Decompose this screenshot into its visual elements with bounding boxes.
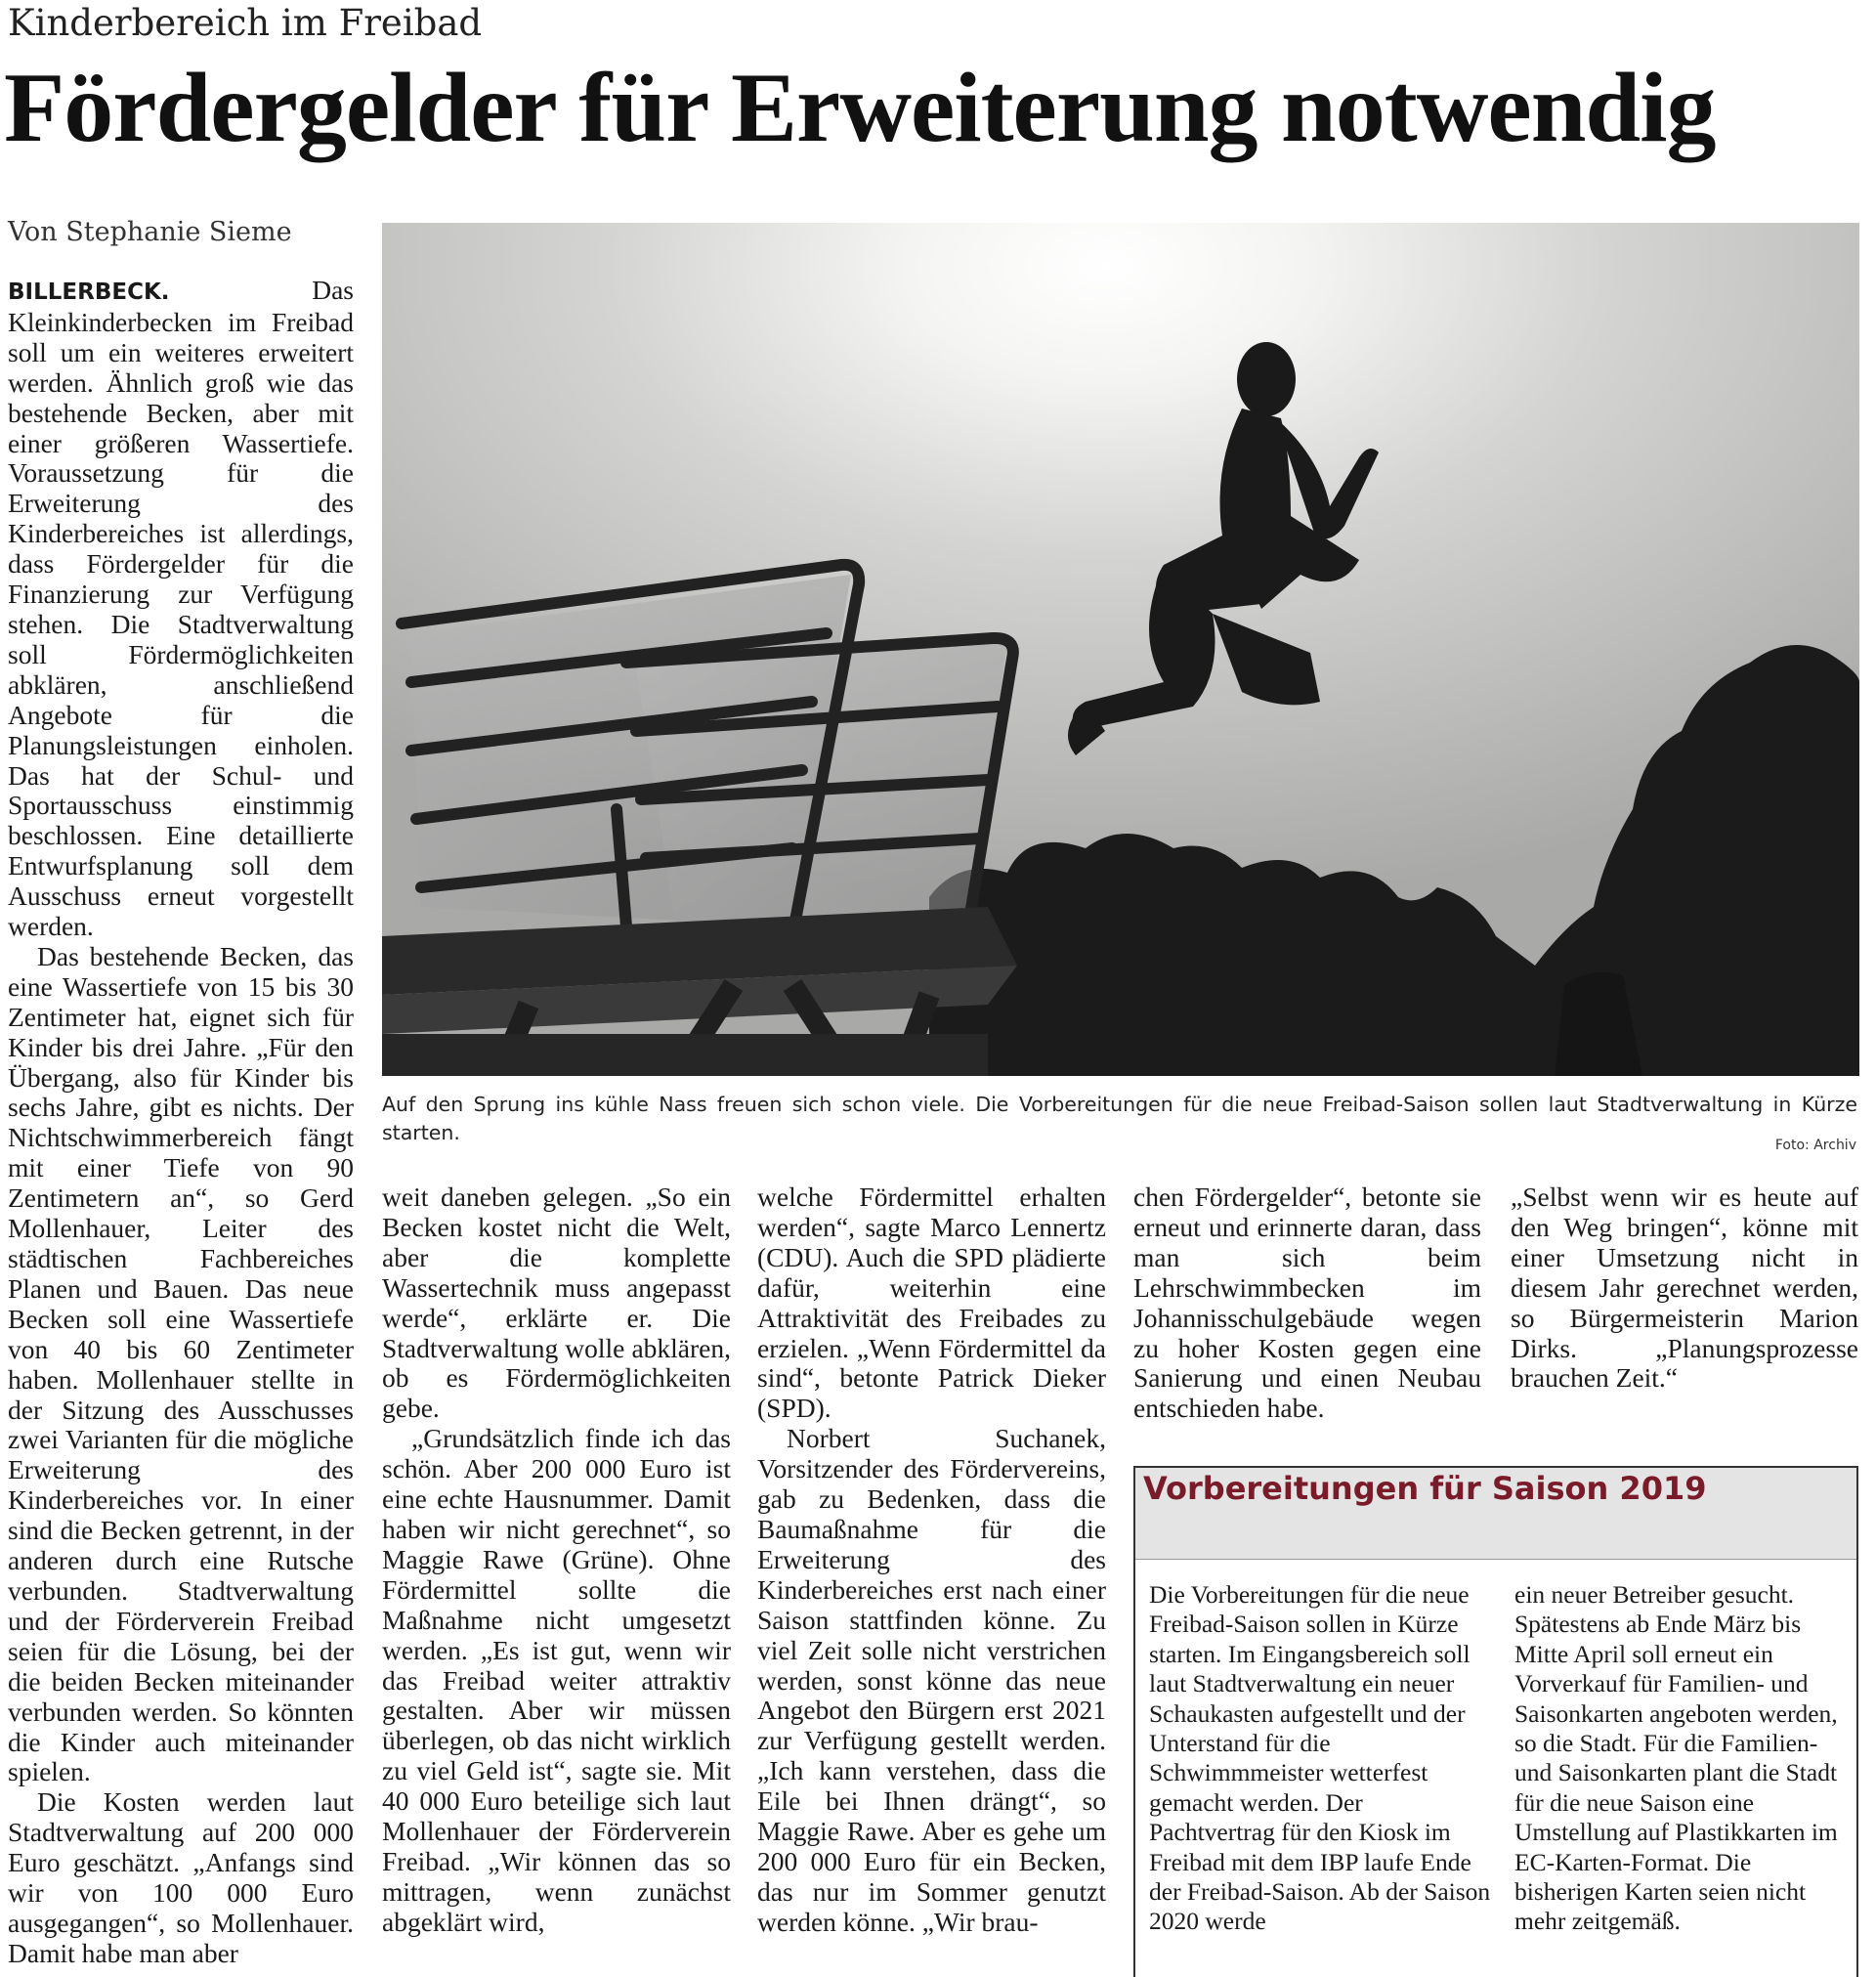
article-column-3 [757, 1182, 1106, 1977]
info-box-column-1 [1149, 1580, 1491, 1977]
article-paragraph: Das bestehende Becken, das eine Wassertiefe von 15 bis 30 Zentimeter hat, eignet sich für Kinder bis drei Jahre. „Für den Übergang, also für Kinder bis sechs Jahre, gibt es nichts. Der Nichtschwimmerbereich fängt mit einer Tiefe von 90 Zentimetern an“, so Gerd Mollenhauer, Leiter des städtischen Fachbereiches Planen und Bauen. Das neue Becken soll eine Wassertiefe von 40 bis 60 Zentimeter haben. Mollenhauer stellte in der Sitzung des Ausschusses zwei Varianten für die mögliche Erweiterung des Kinderbereiches vor. In einer sind die Becken getrennt, in der anderen durch eine Rutsche verbunden. Stadtverwaltung und der Förderverein Freibad seien für die Lösung, bei der die beiden Becken miteinander verbunden werden. So könnten die Kinder auch miteinander spielen. [8, 940, 354, 1787]
article-column-1 [8, 276, 354, 1977]
article-dateline: BILLERBECK. [8, 279, 170, 305]
article-paragraph: Die Kosten werden laut Stadtverwaltung auf 200 000 Euro geschätzt. „Anfangs sind wir von 100 000 Euro ausgegangen“, so Mollenhauer. Damit habe man aber [8, 1786, 354, 1968]
article-paragraph: „Grundsätzlich finde ich das schön. Aber 200 000 Euro ist eine echte Hausnummer. Damit haben wir nicht gerechnet“, so Maggie Rawe (Grüne). Ohne Fördermittel sollte die Maßnahme nicht umgesetzt werden. „Es ist gut, wenn wir das Freibad weiter attraktiv gestalten. Aber wir müssen überlegen, ob das nicht wirklich zu viel Geld ist“, sagte sie. Mit 40 000 Euro beteilige sich laut Mollenhauer der Förderverein Freibad. „Wir können das so mittragen, wenn zunächst abgeklärt wird, [382, 1423, 731, 1937]
diving-jump-photo [382, 223, 1859, 1076]
article-paragraph: BILLERBECK. Das Kleinkinderbecken im Freibad soll um ein weiteres erweitert werden. Ähnlich groß wie das bestehende Becken, aber mit einer größeren Wassertiefe. Voraussetzung für die Erweiterung des Kinderbereiches ist allerdings, dass Fördergelder für die Finanzierung zur Verfügung stehen. Die Stadtverwaltung soll Fördermöglichkeiten abklären, anschließend Angebote für die Planungsleistungen einholen. Das hat der Schul- und Sportausschuss einstimmig beschlossen. Eine detaillierte Entwurfsplanung soll dem Ausschuss erneut vorgestellt werden. [8, 276, 354, 942]
article-paragraph: welche Fördermittel erhalten werden“, sagte Marco Lennertz (CDU). Auch die SPD plädierte dafür, weiterhin eine Attraktivität des Freibades zu erzielen. „Wenn Fördermittel da sind“, betonte Patrick Dieker (SPD). [757, 1182, 1106, 1424]
article-paragraph: „Selbst wenn wir es heute auf den Weg bringen“, könne mit einer Umsetzung nicht in diesem Jahr gerechnet werden, so Bürgermeisterin Marion Dirks. „Planungsprozesse brauchen Zeit.“ [1511, 1182, 1858, 1394]
article-headline: Fördergelder für Erweiterung notwendig [4, 53, 1716, 163]
article-photo [382, 223, 1859, 1076]
article-paragraph: weit daneben gelegen. „So ein Becken kostet nicht die Welt, aber die komplette Wassertechnik muss angepasst werde“, erklärte er. Die Stadtverwaltung wolle abklären, ob es Fördermöglichkeiten gebe. [382, 1182, 731, 1424]
article-paragraph: Norbert Suchanek, Vorsitzender des Fördervereins, gab zu Bedenken, dass die Baumaßnahme für die Erweiterung des Kinderbereiches erst nach einer Saison stattfinden könne. Zu viel Zeit solle nicht verstrichen werden, sonst könne das neue Angebot den Bürgern erst 2021 zur Verfügung gestellt werden. „Ich kann verstehen, dass die Eile bei Ihnen drängt“, so Maggie Rawe. Aber es gehe um 200 000 Euro für ein Becken, das nur im Sommer genutzt werden könne. „Wir brau- [757, 1423, 1106, 1937]
info-box-text: ein neuer Betreiber gesucht. Spätestens ab Ende März bis Mitte April soll erneut ein Vorverkauf für Familien- und Saisonkarten angeboten werden, so die Stadt. Für die Familien- und Saisonkarten plant die Stadt für die neue Saison eine Umstellung auf Plastikkarten im EC-Karten-Format. Die bisherigen Karten seien nicht mehr zeitgemäß. [1514, 1580, 1838, 1936]
info-box-text: Die Vorbereitungen für die neue Freibad-Saison sollen in Kürze starten. Im Eingangsbereich soll laut Stadtverwaltung ein neuer Schaukasten aufgestellt und der Unterstand für die Schwimmmeister wetterfest gemacht werden. Der Pachtvertrag für den Kiosk im Freibad mit dem IBP laufe Ende der Freibad-Saison. Ab der Saison 2020 werde [1149, 1580, 1491, 1936]
article-column-2 [382, 1182, 731, 1977]
article-kicker: Kinderbereich im Freibad [8, 2, 483, 44]
article-column-5 [1511, 1182, 1858, 1456]
article-byline: Von Stephanie Sieme [8, 217, 292, 247]
photo-caption: Auf den Sprung ins kühle Nass freuen sich schon viele. Die Vorbereitungen für die neue Freibad-Saison sollen laut Stadtverwaltung in Kürze starten. [382, 1093, 1857, 1144]
info-box-title: Vorbereitungen für Saison 2019 [1143, 1470, 1707, 1507]
info-box-column-2 [1514, 1580, 1852, 1977]
article-column-4 [1133, 1182, 1481, 1456]
photo-credit: Foto: Archiv [1774, 1138, 1856, 1153]
article-paragraph: chen Fördergelder“, betonte sie erneut und erinnerte daran, dass man sich beim Lehrschwimmbecken im Johannisschulgebäude wegen zu hoher Kosten gegen eine Sanierung und einen Neubau entschieden habe. [1133, 1182, 1481, 1424]
